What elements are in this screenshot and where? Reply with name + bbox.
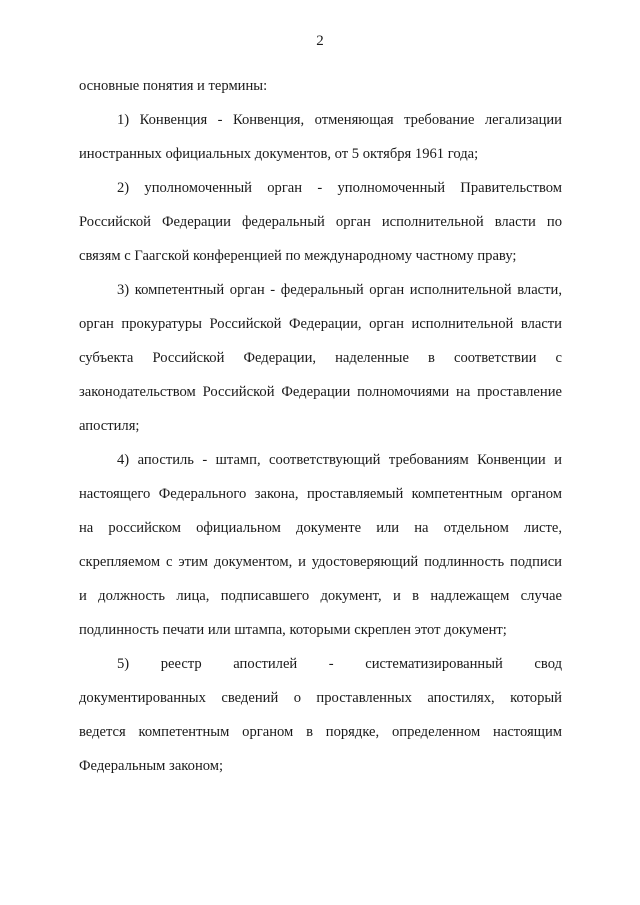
definition-3-line-5: апостиля; <box>79 418 140 434</box>
definition-5-line-4: Федеральным законом; <box>79 758 224 774</box>
definition-2-line-1: 2) уполномоченный орган - уполномоченный Правительством <box>117 180 562 196</box>
definition-3-line-1: 3) компетентный орган - федеральный орган исполнительной власти, <box>117 282 562 298</box>
intro-line: основные понятия и термины: <box>79 78 268 94</box>
definition-5-line-3: ведется компетентным органом в порядке, определенном настоящим <box>79 724 562 740</box>
definition-4-line-4: скрепляемом с этим документом, и удостоверяющий подлинность подписи <box>79 554 562 570</box>
definition-2-line-3: связям с Гаагской конференцией по международному частному праву; <box>79 248 517 264</box>
definition-4-line-3: на российском официальном документе или на отдельном листе, <box>79 520 562 536</box>
definition-4-line-5: и должность лица, подписавшего документ, и в надлежащем случае <box>79 588 562 604</box>
definition-1-line-1: 1) Конвенция - Конвенция, отменяющая требование легализации <box>117 112 562 128</box>
definition-4-line-2: настоящего Федерального закона, проставляемый компетентным органом <box>79 486 562 502</box>
definition-5-line-1: 5) реестр апостилей - систематизированный свод <box>117 656 562 672</box>
definition-4-line-6: подлинность печати или штампа, которыми скреплен этот документ; <box>79 622 507 638</box>
definition-5-line-2: документированных сведений о проставленных апостилях, который <box>79 690 562 706</box>
definition-1-line-2: иностранных официальных документов, от 5 октября 1961 года; <box>79 146 479 162</box>
definition-3-line-3: субъекта Российской Федерации, наделенные в соответствии с <box>79 350 562 366</box>
page-number: 2 <box>316 33 324 49</box>
definition-3-line-2: орган прокуратуры Российской Федерации, орган исполнительной власти <box>79 316 562 332</box>
definition-4-line-1: 4) апостиль - штамп, соответствующий требованиям Конвенции и <box>117 452 562 468</box>
definition-3-line-4: законодательством Российской Федерации полномочиями на проставление <box>79 384 562 400</box>
definition-2-line-2: Российской Федерации федеральный орган исполнительной власти по <box>79 214 562 230</box>
